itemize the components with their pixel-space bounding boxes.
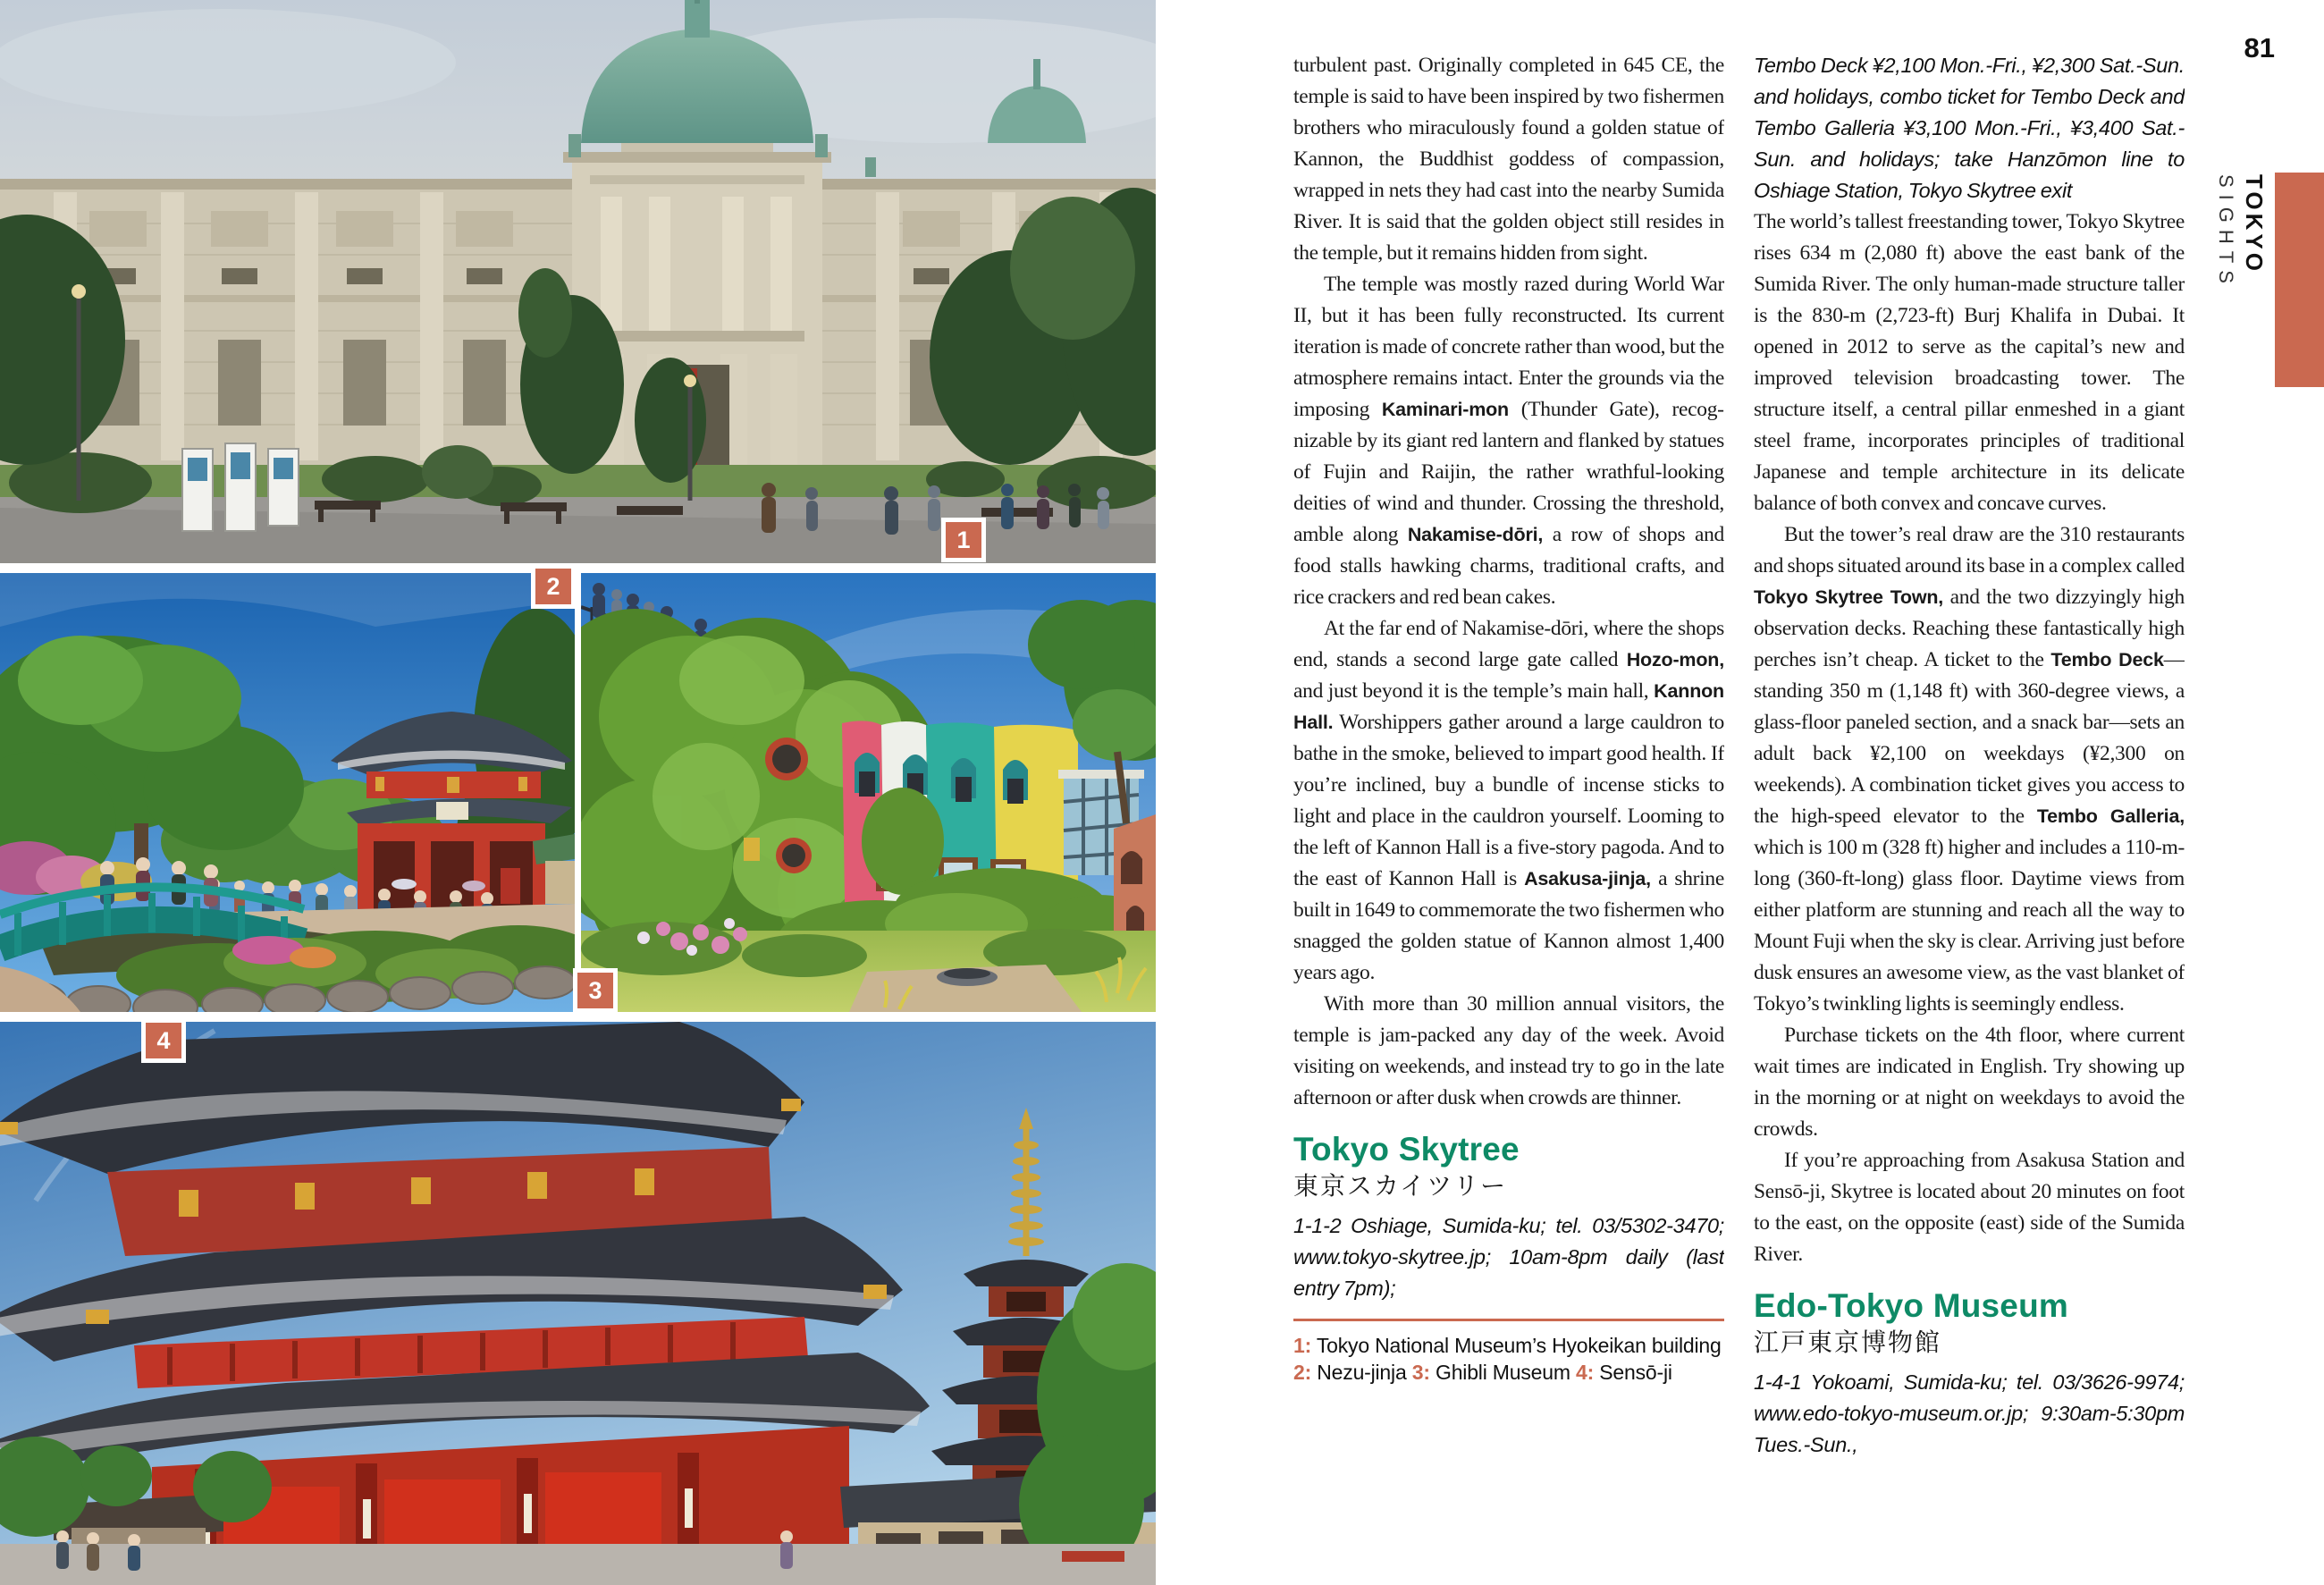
- section-tokyo-skytree: [1293, 1132, 1724, 1304]
- caption-number: 4:: [1576, 1361, 1595, 1384]
- caption-number: 3:: [1411, 1361, 1430, 1384]
- photo-caption: [1293, 1332, 1724, 1386]
- photo-badge-1: 1: [941, 518, 986, 562]
- section-info-line: 1-4-1 Yokoami, Sumida-ku; tel. 03/3626-9974; www.edo-tokyo-museum.or.jp; 9:30am-5:30pm Tues.-Sun.,: [1754, 1370, 2185, 1456]
- photo-nezu-jinja: [0, 573, 575, 1012]
- body-paragraph: turbulent past. Originally completed in 645 CE, the temple is said to have been inspired by two fishermen brothers who miraculously found a golden statue of Kannon, the Buddhist goddess of compassion, wrapped in nets they had cast into the nearby Sumida River. It is said that the golden object still resides in the temple, but it remains hidden from sight.: [1293, 54, 1724, 265]
- photo-badge-4: 4: [141, 1018, 186, 1063]
- photo-ghibli-museum: [581, 573, 1156, 1012]
- body-paragraph: If you’re approaching from Asakusa Station and Sensō-ji, Skytree is located about 20 minutes on foot to the east, on the opposite (east) side of the Sumida River.: [1754, 1149, 2185, 1266]
- caption-number: 1:: [1293, 1334, 1312, 1357]
- chapter-tab-color-bar: [2275, 173, 2324, 387]
- section-heading-japanese: 東京スカイツリー: [1293, 1173, 1508, 1201]
- body-paragraph: The world’s tallest freestanding tower, Tokyo Skytree rises 634 m (2,080 ft) above the east bank of the Sumida River. The only human-made structure taller is the 830-m (2,723-ft) Burj Khalifa in Dubai. It opened in 2012 to serve as the capital’s new and improved television broadcasting tower. The structure itself, a central pillar enmeshed in a giant steel frame, incorporates principles of traditional Japanese and temple architecture in its delicate balance of both convex and concave curves.: [1754, 210, 2185, 515]
- caption-text: Ghibli Museum: [1436, 1361, 1570, 1384]
- text-column-right: [1754, 50, 2185, 1575]
- section-info-line: 1-1-2 Oshiage, Sumida-ku; tel. 03/5302-3470; www.tokyo-skytree.jp; 10am-8pm daily (last entry 7pm);: [1293, 1214, 1724, 1300]
- photo-hyokeikan-building: [0, 0, 1156, 563]
- body-paragraph: But the tower’s real draw are the 310 restaurants and shops situated around its base in a complex called Tokyo Skytree Town, and the two dizzyingly high observation decks. Reaching these fantastically high perches isn’t cheap. A ticket to the Tembo Deck—standing 350 m (1,148 ft) with 360-degree views, a glass-floor paneled section, and a snack bar—sets an adult back ¥2,100 on weekdays (¥2,300 on weekends). A combination ticket gives you access to the high-speed elevator to the Tembo Galleria, which is 100 m (328 ft) higher and includes a 110-m-long (360-ft-long) glass floor. Daytime views from either platform are stunning and reach all the way to Mount Fuji when the sky is clear. Arriving just before dusk ensures an awesome view, as the vast blanket of Tokyo’s twinkling lights is seemingly endless.: [1754, 523, 2185, 1016]
- caption-number: 2:: [1293, 1361, 1312, 1384]
- chapter-tab-title: TOKYO: [2241, 174, 2268, 274]
- body-paragraph: With more than 30 million annual visitors, the temple is jam-packed any day of the week. Avoid visiting on weekends, and instead try to go in the late afternoon or after dusk when crowds are thinner.: [1293, 992, 1724, 1109]
- sensoji-illustration: [0, 1022, 1156, 1585]
- caption-line: [1293, 1332, 1724, 1359]
- page-number: 81: [2244, 32, 2275, 63]
- photo-badge-3: 3: [573, 968, 618, 1013]
- section-heading-japanese: 江戸東京博物館: [1754, 1329, 1942, 1357]
- chapter-tab-subtitle: SIGHTS: [2215, 174, 2237, 291]
- ghibli-museum-illustration: [581, 573, 1156, 1012]
- section-heading: Edo-Tokyo Museum: [1754, 1287, 2068, 1324]
- nezu-jinja-illustration: [0, 573, 575, 1012]
- photo-badge-2: 2: [531, 564, 576, 609]
- photo-sensoji: [0, 1022, 1156, 1585]
- hyokeikan-illustration: [0, 0, 1156, 563]
- section-heading: Tokyo Skytree: [1293, 1131, 1520, 1168]
- caption-divider-rule: [1293, 1319, 1724, 1321]
- caption-text: Sensō-ji: [1599, 1361, 1672, 1384]
- skytree-info-block: Tembo Deck ¥2,100 Mon.-Fri., ¥2,300 Sat.-Sun. and holidays, combo ticket for Tembo Deck and Tembo Galleria ¥3,100 Mon.-Fri., ¥3,400 Sat.-Sun. and holidays; take Hanzōmon line to Oshiage Station, Tokyo Skytree exit: [1754, 54, 2185, 202]
- caption-text: Nezu-jinja: [1317, 1361, 1407, 1384]
- caption-line: [1293, 1359, 1724, 1386]
- body-paragraph: At the far end of Nakamise-dōri, where the shops end, stands a second large gate called Hozo-mon, and just beyond it is the temple’s main hall, Kannon Hall. Worshippers gather around a large cauldron to bathe in the smoke, believed to impart good health. If you’re inclined, buy a bundle of incense sticks to light and place in the cauldron yourself. Looming to the left of Kannon Hall is a five-story pagoda. And to the east of Kannon Hall is Asakusa-jinja, a shrine built in 1649 to commemorate the two fishermen who snagged the golden statue of Kannon almost 1,400 years ago.: [1293, 617, 1724, 984]
- caption-text: Tokyo National Museum’s Hyokeikan building: [1316, 1334, 1722, 1357]
- text-column-left: [1293, 50, 1724, 1575]
- body-paragraph: Purchase tickets on the 4th floor, where current wait times are indicated in English. Try showing up in the morning or at night on weekdays to avoid the crowds.: [1754, 1024, 2185, 1141]
- section-edo-tokyo-museum: [1754, 1288, 2185, 1461]
- body-paragraph: The temple was mostly razed during World War II, but it has been fully reconstructed. Its current iteration is made of concrete rather than wood, but the atmosphere remains intact. Enter the grounds via the imposing Kaminari-mon (Thunder Gate), recognizable by its giant red lantern and flanked by statues of Fujin and Raijin, the rather wrathful-looking deities of wind and thunder. Crossing the threshold, amble along Nakamise-dōri, a row of shops and food stalls hawking charms, traditional crafts, and rice crackers and red bean cakes.: [1293, 273, 1724, 609]
